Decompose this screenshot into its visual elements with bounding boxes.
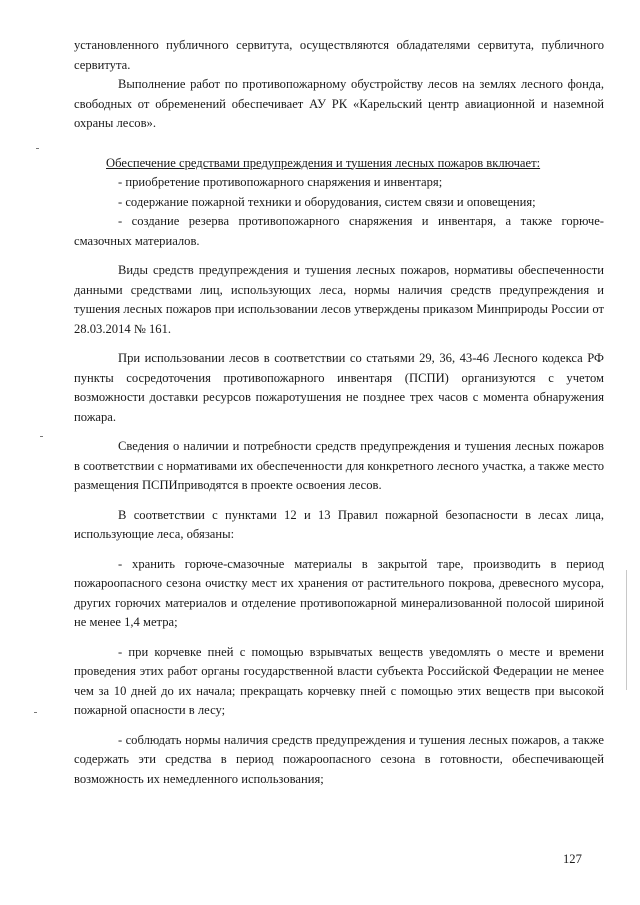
list-item-equipment-maintenance: - содержание пожарной техники и оборудования, систем связи и оповещения; xyxy=(118,194,536,209)
paragraph-pspi-info: Сведения о наличии и потребности средств предупреждения и тушения лесных пожаров в соответствии с нормативами их обеспеченности для конкретного лесного участка, а также место размещения ПСПИприводятся в проекте освоения лесов. xyxy=(74,439,604,492)
list-item-equipment-purchase: - приобретение противопожарного снаряжения и инвентаря; xyxy=(118,175,443,189)
document-page xyxy=(74,36,604,789)
scan-mark xyxy=(34,712,37,713)
paragraph-fire-works: Выполнение работ по противопожарному обустройству лесов на землях лесного фонда, свободных от обременений обеспечивает АУ РК «Карельский центр авиационной и наземной охраны лесов». xyxy=(74,77,604,130)
list-item-stump-removal: - при корчевке пней с помощью взрывчатых веществ уведомлять о месте и времени проведения этих работ органы государственной власти субъекта Российской Федерации не менее чем за 10 дней до их начала; прекращать корчевку пней с помощью этих веществ при высокой пожарной опасности в лесу; xyxy=(74,644,604,717)
scan-edge-line xyxy=(626,570,627,690)
paragraph-rules-intro: В соответствии с пунктами 12 и 13 Правил пожарной безопасности в лесах лица, использующие леса, обязаны: xyxy=(74,507,604,541)
section-heading-equipment xyxy=(74,154,604,174)
list-item-fuel-storage: - хранить горюче-смазочные материалы в закрытой таре, производить в период пожароопасного сезона очистку мест их хранения от растительного покрова, древесного мусора, других горючих материалов и отделение противопожарной минерализованной полосой шириной не менее 1,4 метра; xyxy=(74,556,604,629)
scan-mark xyxy=(40,436,43,437)
paragraph-norms: Виды средств предупреждения и тушения лесных пожаров, нормативы обеспеченности данными средствами лиц, использующих леса, нормы наличия средств предупреждения и тушения лесных пожаров при использовании лесов утверждены приказом Минприроды России от 28.03.2014 № 161. xyxy=(74,263,604,336)
scan-mark xyxy=(36,148,39,149)
paragraph-servitude: установленного публичного сервитута, осуществляются обладателями сервитута, публичного сервитута. xyxy=(74,38,604,72)
list-item-readiness: - соблюдать нормы наличия средств предупреждения и тушения лесных пожаров, а также содержать эти средства в период пожароопасного сезона в готовности, обеспечивающей возможность их немедленного использования; xyxy=(74,732,604,786)
page-number: 127 xyxy=(563,852,582,866)
list-item-reserve: - создание резерва противопожарного снаряжения и инвентаря, а также горюче-смазочных материалов. xyxy=(74,214,604,248)
paragraph-pspi: При использовании лесов в соответствии со статьями 29, 36, 43-46 Лесного кодекса РФ пункты сосредоточения противопожарного инвентаря (ПСПИ) организуются с учетом возможности доставки ресурсов пожаротушения не позднее трех часов с момента обнаружения пожара. xyxy=(74,351,604,424)
section-heading-text: Обеспечение средствами предупреждения и тушения лесных пожаров включает: xyxy=(106,155,541,170)
